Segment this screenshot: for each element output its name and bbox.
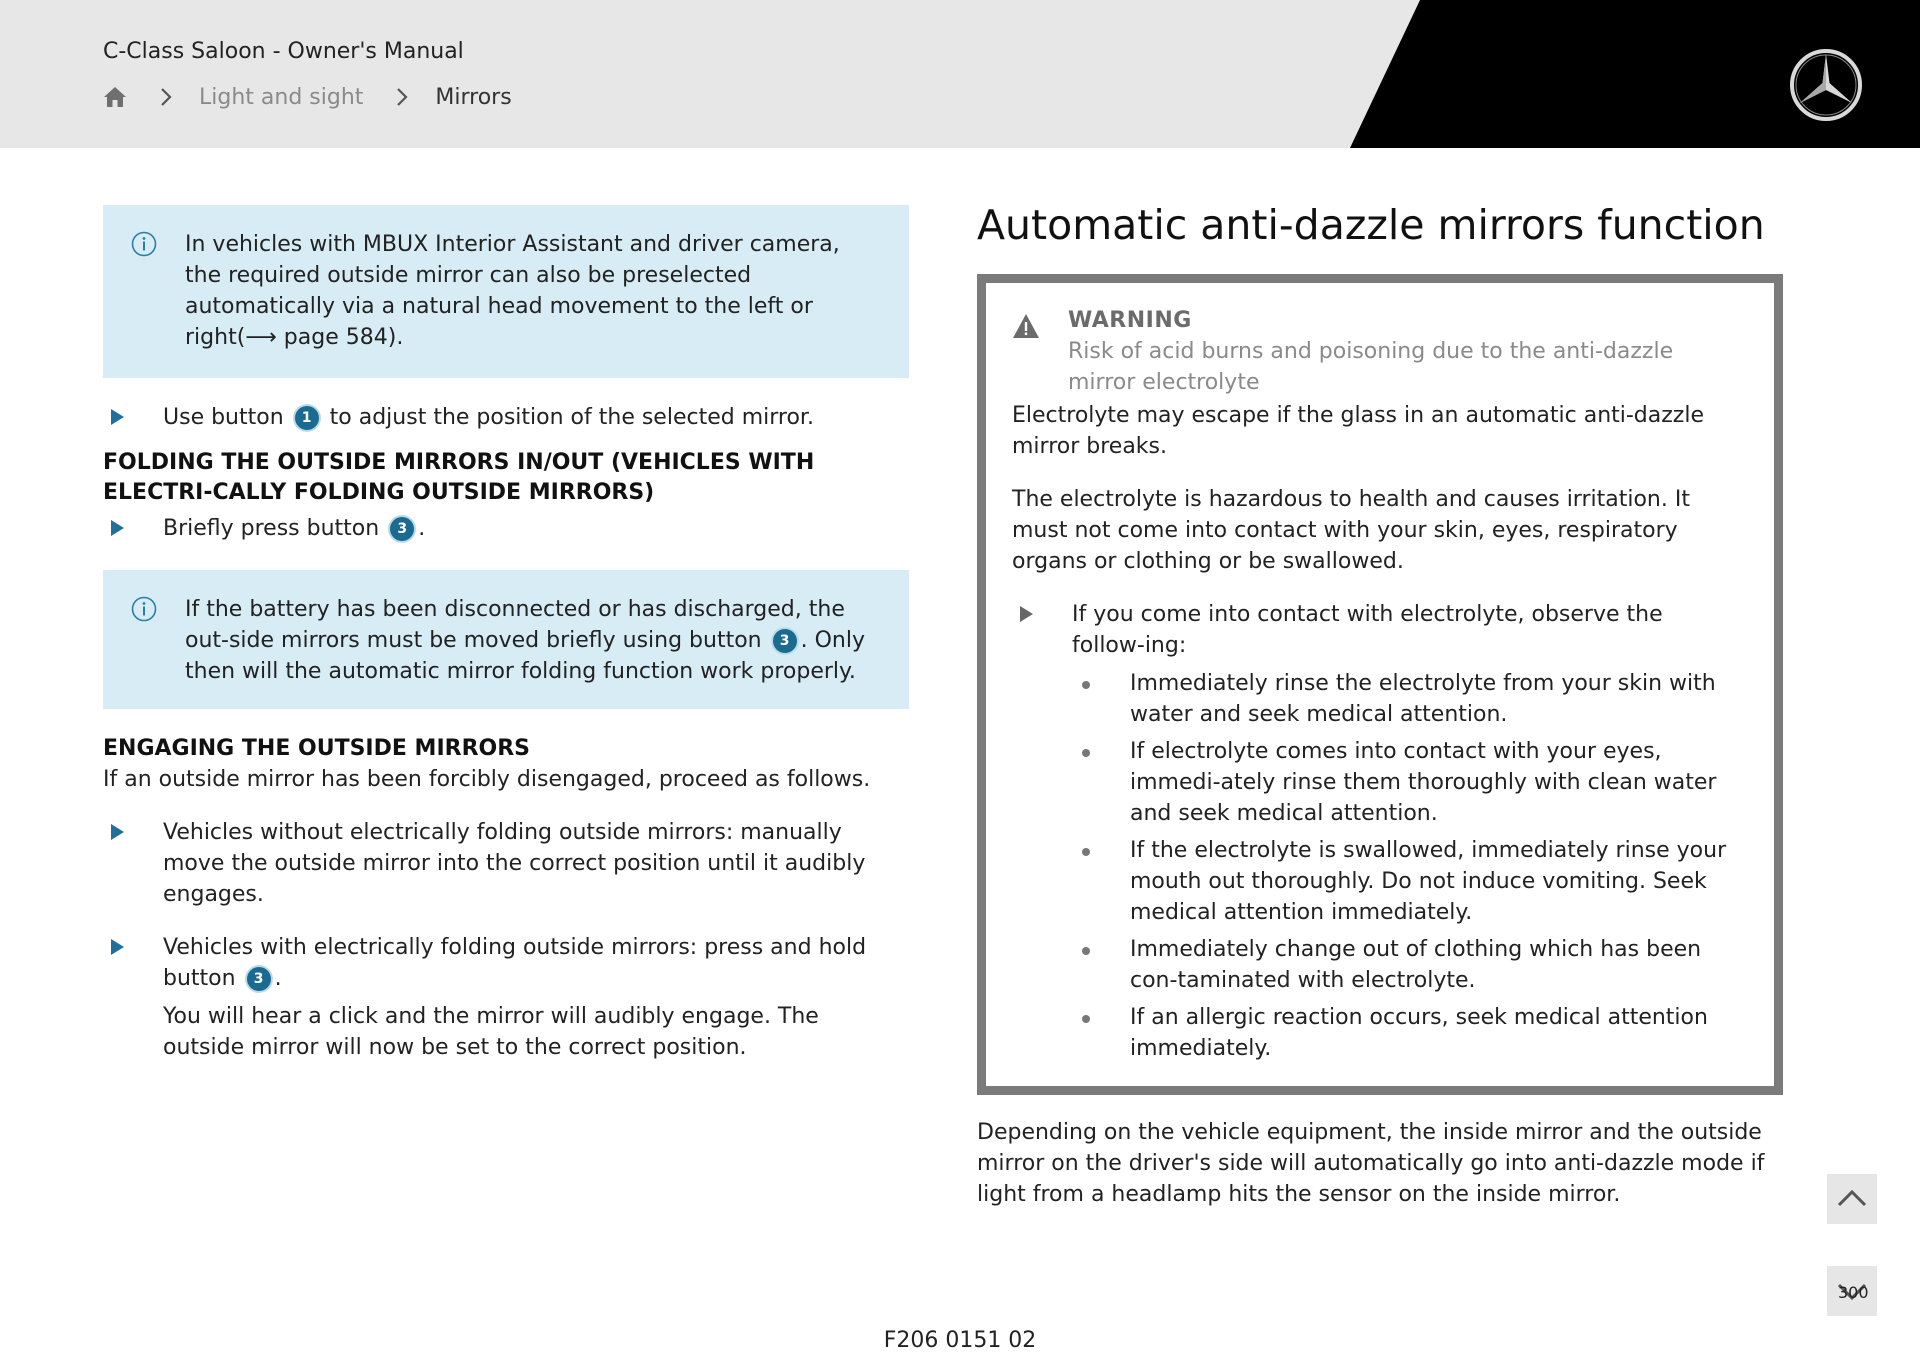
warning-box bbox=[977, 274, 1783, 1095]
list-item: If electrolyte comes into contact with your eyes, immedi-ately rinse them thoroughly with clean water and seek medical attention. bbox=[1072, 736, 1740, 829]
step-text: Briefly press button bbox=[163, 516, 380, 541]
page-header bbox=[0, 0, 1920, 148]
warning-step bbox=[1012, 599, 1740, 1064]
breadcrumb bbox=[103, 82, 512, 112]
heading-engaging-mirrors: ENGAGING THE OUTSIDE MIRRORS bbox=[103, 736, 531, 761]
step-text: to adjust the position of the selected mirror. bbox=[329, 405, 814, 430]
closing-paragraph: Depending on the vehicle equipment, the inside mirror and the outside mirror on the driver's side will automatically go into anti-dazzle mode if light from a headlamp hits the sensor on the inside mirror. bbox=[977, 1120, 1765, 1207]
warning-triangle-icon bbox=[1012, 313, 1040, 339]
step-text: Vehicles without electrically folding outside mirrors: manually move the outside mirror into the correct position until it audibly engages. bbox=[163, 820, 866, 907]
bullet-dot bbox=[1082, 749, 1090, 757]
warning-bullet-list bbox=[1072, 668, 1740, 1064]
warning-label: WARNING bbox=[1068, 308, 1192, 333]
section-title: Automatic anti-dazzle mirrors function bbox=[977, 201, 1765, 249]
step-arrow-icon bbox=[111, 520, 124, 536]
info-icon bbox=[131, 596, 157, 622]
chevron-up-icon bbox=[1827, 1174, 1877, 1224]
step-with-folding bbox=[103, 932, 903, 1063]
button-badge: 3 bbox=[390, 517, 414, 541]
step-text: If you come into contact with electrolyte, observe the follow-ing: bbox=[1072, 602, 1663, 658]
step-arrow-icon bbox=[111, 939, 124, 955]
step-text: Vehicles with electrically folding outside mirrors: press and hold button bbox=[163, 935, 867, 991]
info-note-battery bbox=[103, 570, 909, 709]
button-badge: 1 bbox=[295, 406, 319, 430]
bullet-dot bbox=[1082, 947, 1090, 955]
home-icon[interactable] bbox=[103, 85, 127, 109]
list-item: Immediately rinse the electrolyte from your skin with water and seek medical attention. bbox=[1072, 668, 1740, 730]
bullet-dot bbox=[1082, 681, 1090, 689]
button-badge: 3 bbox=[773, 629, 797, 653]
warning-para-1: Electrolyte may escape if the glass in an automatic anti-dazzle mirror breaks. bbox=[1012, 403, 1705, 459]
breadcrumb-item-light-and-sight[interactable]: Light and sight bbox=[199, 84, 364, 110]
warning-para-2: The electrolyte is hazardous to health and causes irritation. It must not come into contact with your skin, eyes, respiratory organs or clothing or be swallowed. bbox=[1012, 487, 1690, 574]
document-code: F206 0151 02 bbox=[883, 1328, 1037, 1353]
step-arrow-icon bbox=[111, 824, 124, 840]
info-icon bbox=[131, 231, 157, 257]
info-note-interior-assistant bbox=[103, 205, 909, 378]
breadcrumb-item-mirrors: Mirrors bbox=[435, 84, 512, 110]
step-text: . bbox=[274, 966, 282, 991]
left-column bbox=[103, 205, 909, 1063]
warning-subtitle: Risk of acid burns and poisoning due to the anti-dazzle mirror electrolyte bbox=[1068, 339, 1674, 395]
heading-folding-mirrors: FOLDING THE OUTSIDE MIRRORS IN/OUT (VEHICLES WITH ELECTRI-CALLY FOLDING OUTSIDE MIRRORS) bbox=[103, 450, 815, 505]
list-item: If an allergic reaction occurs, seek medical attention immediately. bbox=[1072, 1002, 1740, 1064]
info-note-text: In vehicles with MBUX Interior Assistant and driver camera, the required outside mirror can also be preselected automatically via a natural head movement to the left or right(⟶ page 584). bbox=[185, 232, 840, 350]
step-without-folding bbox=[103, 817, 903, 910]
mercedes-star-icon bbox=[1788, 47, 1864, 123]
chevron-right-icon bbox=[391, 86, 413, 108]
manual-title: C-Class Saloon - Owner's Manual bbox=[103, 39, 464, 64]
list-item: Immediately change out of clothing which has been con-taminated with electrolyte. bbox=[1072, 934, 1740, 996]
right-column bbox=[977, 200, 1783, 1210]
info-note-text: If the battery has been disconnected or has discharged, the out-side mirrors must be moved briefly using button 3 . Only then will the automatic mirror folding function work properly. bbox=[185, 597, 866, 684]
step-text: Use button bbox=[163, 405, 284, 430]
step-arrow-icon bbox=[1020, 606, 1033, 622]
engaging-intro: If an outside mirror has been forcibly disengaged, proceed as follows. bbox=[103, 767, 871, 792]
list-item: If the electrolyte is swallowed, immediately rinse your mouth out thoroughly. Do not induce vomiting. Seek medical attention immediately. bbox=[1072, 835, 1740, 928]
page-number: 300 bbox=[1838, 1283, 1869, 1302]
warning-header bbox=[1012, 305, 1740, 398]
bullet-dot bbox=[1082, 1015, 1090, 1023]
step-arrow-icon bbox=[111, 409, 124, 425]
step-result: You will hear a click and the mirror will audibly engage. The outside mirror will now be set to the correct position. bbox=[163, 1004, 819, 1060]
step-adjust-mirror bbox=[103, 402, 909, 433]
step-briefly-press bbox=[103, 513, 909, 544]
step-text: . bbox=[418, 516, 426, 541]
bullet-dot bbox=[1082, 848, 1090, 856]
chevron-right-icon bbox=[155, 86, 177, 108]
button-badge: 3 bbox=[247, 967, 271, 991]
scroll-up-button[interactable] bbox=[1827, 1174, 1877, 1224]
